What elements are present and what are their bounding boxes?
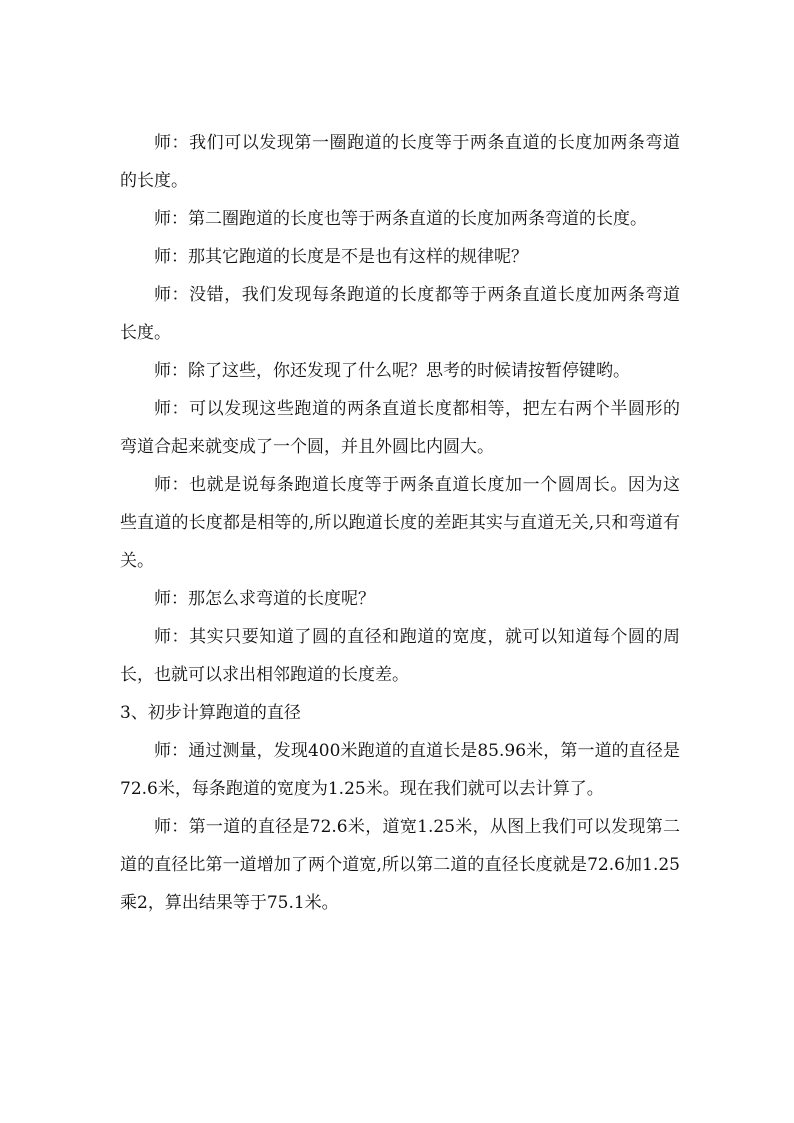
paragraph: 师：没错，我们发现每条跑道的长度都等于两条直道长度加两条弯道长度。	[120, 285, 680, 343]
paragraph: 师：第一道的直径是72.6米，道宽1.25米，从图上我们可以发现第二道的直径比第一道增加了两个道宽,所以第二道的直径长度就是72.6加1.25乘2，算出结果等于75.1米。	[120, 817, 680, 913]
paragraph: 师：可以发现这些跑道的两条直道长度都相等，把左右两个半圆形的弯道合起来就变成了一个圆，并且外圆比内圆大。	[120, 399, 680, 457]
paragraph: 师：我们可以发现第一圈跑道的长度等于两条直道的长度加两条弯道的长度。	[120, 133, 680, 191]
paragraph: 师：也就是说每条跑道长度等于两条直道长度加一个圆周长。因为这些直道的长度都是相等的,所以跑道长度的差距其实与直道无关,只和弯道有关。	[120, 475, 680, 571]
document-body	[120, 124, 680, 922]
paragraph: 师：通过测量，发现400米跑道的直道长是85.96米，第一道的直径是72.6米，每条跑道的宽度为1.25米。现在我们就可以去计算了。	[120, 741, 680, 799]
section-heading: 3、初步计算跑道的直径	[120, 703, 301, 723]
paragraph: 师：其实只要知道了圆的直径和跑道的宽度，就可以知道每个圆的周长，也就可以求出相邻跑道的长度差。	[120, 627, 680, 685]
paragraph: 师：第二圈跑道的长度也等于两条直道的长度加两条弯道的长度。	[154, 209, 647, 229]
paragraph: 师：那其它跑道的长度是不是也有这样的规律呢？	[154, 247, 528, 267]
paragraph: 师：除了这些，你还发现了什么呢？思考的时候请按暂停键哟。	[154, 361, 630, 381]
paragraph: 师：那怎么求弯道的长度呢？	[154, 589, 375, 609]
